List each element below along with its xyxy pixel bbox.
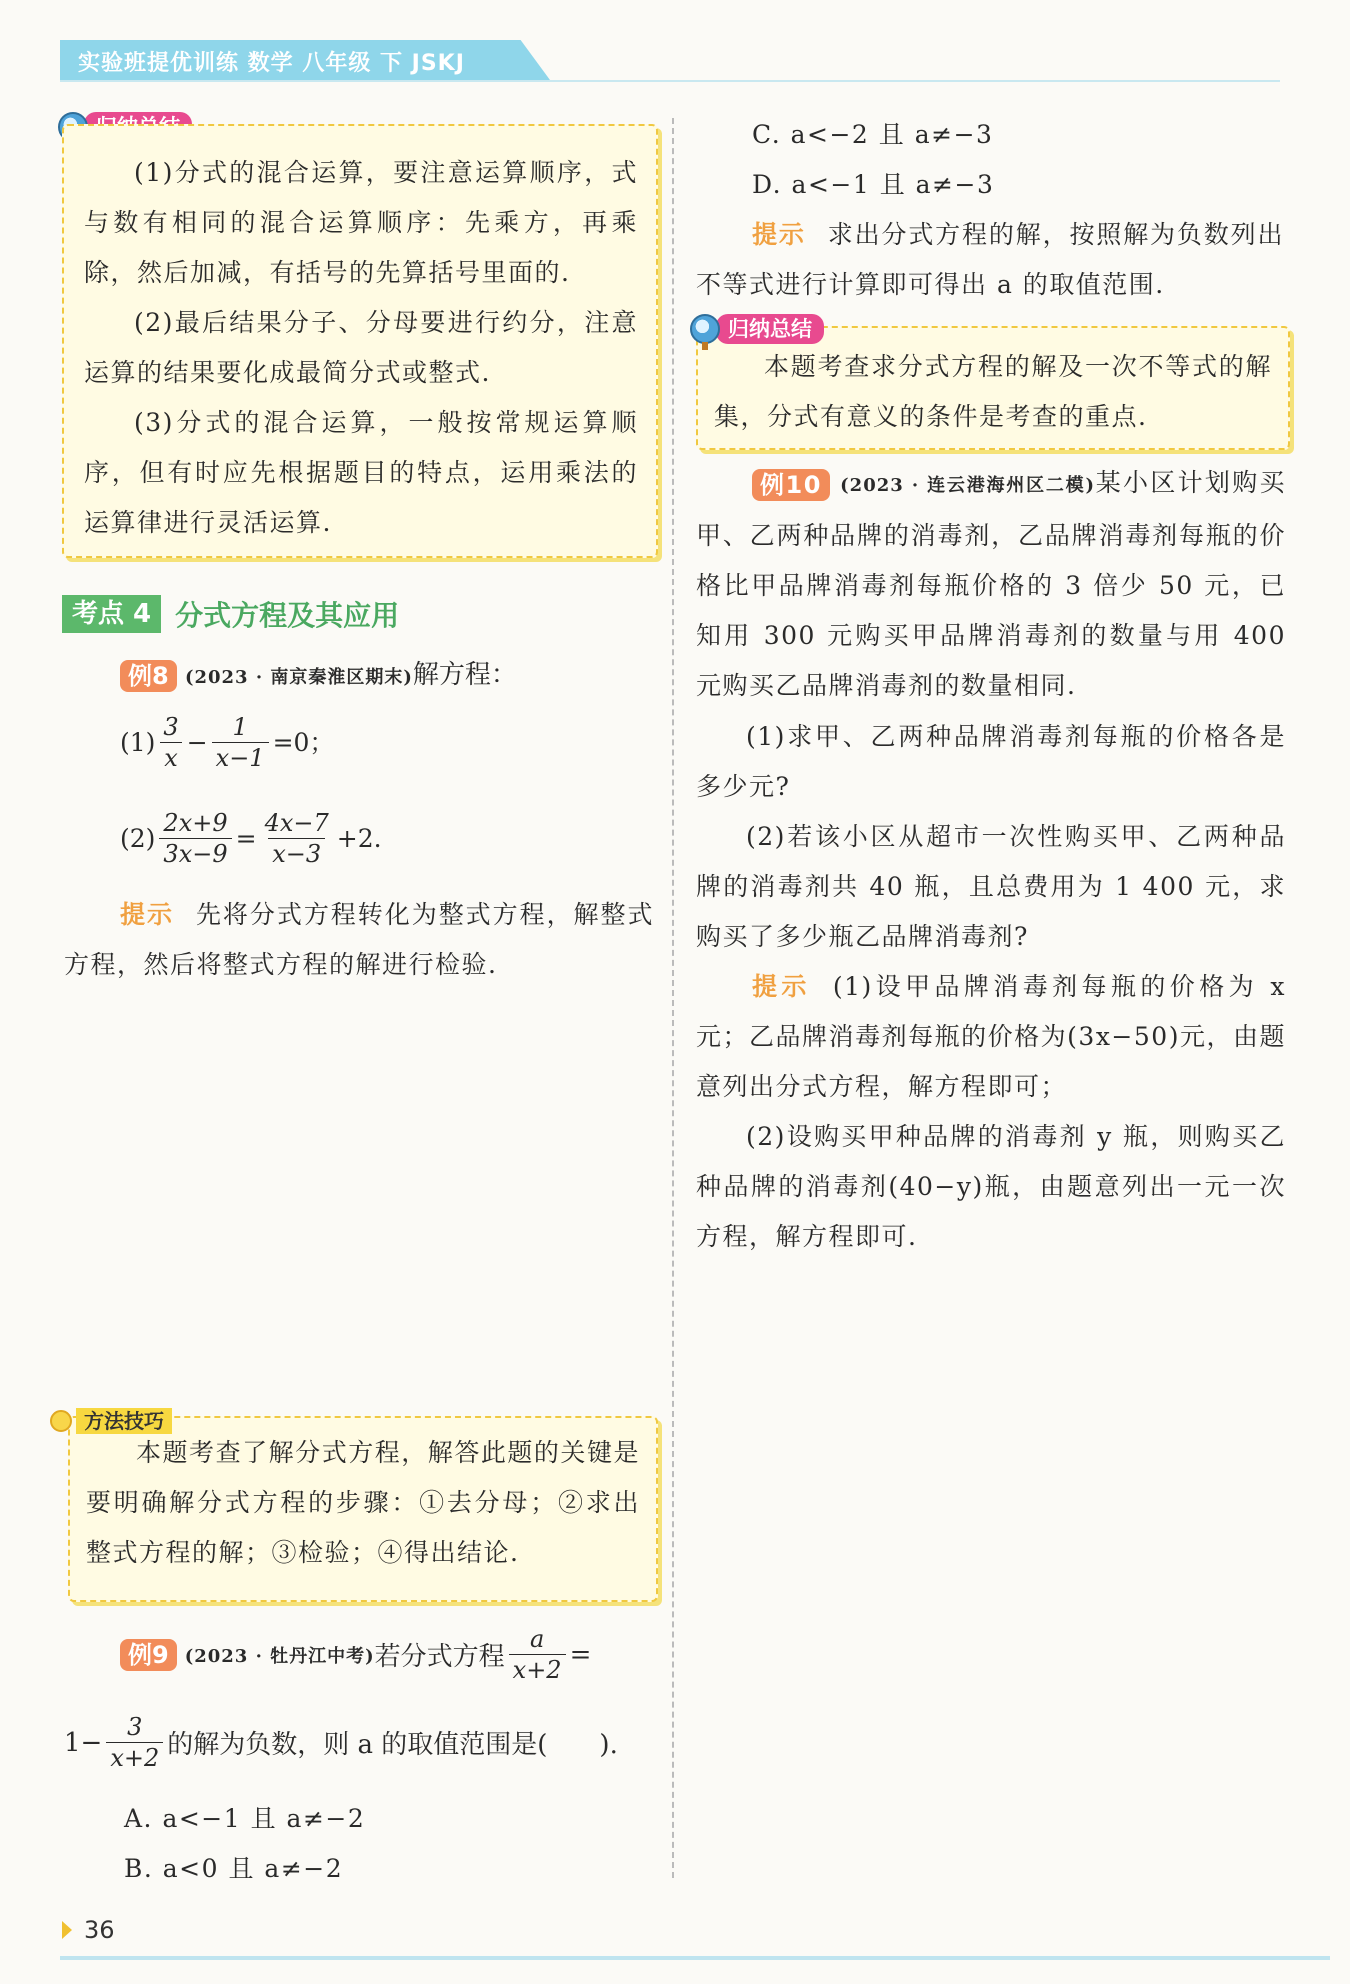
column-divider [672, 118, 674, 1878]
example-9-hint [696, 210, 1284, 310]
summary-box-1 [62, 124, 658, 558]
operator: − [186, 727, 208, 757]
summary-tag-label: 归纳总结 [716, 314, 824, 344]
method-tag [50, 1408, 172, 1434]
operator: = [235, 823, 257, 853]
section-title: 分式方程及其应用 [175, 599, 400, 632]
equation-1 [120, 712, 334, 773]
method-box [68, 1416, 658, 1602]
example-9-text: 若分式方程 [374, 1642, 505, 1672]
equation-2 [120, 808, 382, 869]
summary-paragraph-2: (2)最后结果分子、分母要进行约分，注意运算的结果要化成最简分式或整式. [84, 308, 638, 387]
hint-label: 提示 [752, 972, 811, 1001]
example-10-body [696, 458, 1286, 711]
method-tag-label: 方法技巧 [76, 1408, 172, 1434]
fraction: $\frac{1}{x-1}$ [212, 712, 269, 773]
lightbulb-icon [50, 1410, 72, 1432]
example-10-source: (2023 · 连云港海州区二模) [840, 475, 1095, 496]
method-text: 本题考查了解分式方程，解答此题的关键是要明确解分式方程的步骤：①去分母；②求出整式方程的解；③检验；④得出结论. [86, 1438, 640, 1567]
example-8-hint [64, 890, 654, 990]
summary-paragraph-3: (3)分式的混合运算，一般按常规运算顺序，但有时应先根据题目的特点，运用乘法的运算律进行灵活运算. [84, 408, 638, 537]
footer-rule [60, 1956, 1330, 1960]
example-10-badge: 例10 [752, 469, 830, 501]
example-9-line2 [64, 1712, 654, 1773]
example-9-heading [120, 1624, 660, 1685]
example-9-badge: 例9 [120, 1639, 177, 1671]
page-footer [62, 1916, 115, 1944]
fraction: $\frac{3}{x}$ [159, 712, 182, 773]
hint-text-1: (1)设甲品牌消毒剂每瓶的价格为 x 元；乙品牌消毒剂每瓶的价格为(3x−50)元，由题意列出分式方程，解方程即可； [696, 972, 1286, 1101]
example-8-source: (2023 · 南京秦淮区期末) [184, 667, 413, 688]
option-d: D. a<−1 且 a≠−3 [752, 170, 995, 199]
example-8-text: 解方程： [412, 660, 517, 690]
option-b: B. a<0 且 a≠−2 [124, 1854, 344, 1883]
triangle-icon [62, 1921, 72, 1939]
hint-label: 提示 [752, 220, 806, 249]
equation-1-label: (1) [120, 727, 156, 757]
summary-paragraph-1: (1)分式的混合运算，要注意运算顺序，式与数有相同的混合运算顺序：先乘方，再乘除，然后加减，有括号的先算括号里面的. [84, 158, 638, 287]
operator: = [569, 1639, 592, 1670]
example-9-question: 的解为负数，则 a 的取值范围是( ). [167, 1730, 618, 1760]
page-number: 36 [84, 1916, 115, 1944]
option-c: C. a<−2 且 a≠−3 [752, 120, 994, 149]
example-10-hint-2: (2)设购买甲种品牌的消毒剂 y 瓶，则购买乙种品牌的消毒剂(40−y)瓶，由题意列出一元一次方程，解方程即可. [696, 1122, 1286, 1251]
hint-text: 求出分式方程的解，按照解为负数列出不等式进行计算即可得出 a 的取值范围. [696, 220, 1284, 299]
equation-tail: =0； [272, 727, 335, 757]
book-title: 实验班提优训练 数学 八年级 下 JSKJ [78, 51, 465, 76]
fraction: $\frac{2x+9}{3x-9}$ [159, 808, 231, 869]
example-10-hint [696, 962, 1286, 1112]
summary-2-text: 本题考查求分式方程的解及一次不等式的解集，分式有意义的条件是考查的重点. [714, 352, 1272, 431]
hint-text: 先将分式方程转化为整式方程，解整式方程，然后将整式方程的解进行检验. [64, 900, 654, 979]
equation-2-label: (2) [120, 823, 156, 853]
section-heading [62, 594, 399, 634]
example-8-badge: 例8 [120, 660, 177, 692]
fraction: $\frac{a}{x+2}$ [509, 1624, 566, 1685]
hint-label: 提示 [120, 900, 174, 929]
option-a: A. a<−1 且 a≠−2 [124, 1804, 366, 1833]
example-9-source: (2023 · 牡丹江中考) [184, 1645, 375, 1667]
globe-icon [690, 314, 720, 344]
example-10-question-2: (2)若该小区从超市一次性购买甲、乙两种品牌的消毒剂共 40 瓶，且总费用为 1 400 元，求购买了多少瓶乙品牌消毒剂? [696, 822, 1286, 951]
header-rule [60, 80, 1280, 82]
fraction: $\frac{3}{x+2}$ [106, 1712, 163, 1773]
equation-prefix: 1− [64, 1727, 103, 1758]
example-8-heading [120, 654, 517, 692]
section-badge: 考点 4 [62, 595, 161, 633]
equation-tail: +2. [336, 823, 382, 853]
summary-box-2 [696, 326, 1290, 450]
summary-tag-2 [690, 314, 824, 344]
fraction: $\frac{4x-7}{x-3}$ [264, 809, 329, 868]
example-10-question-1: (1)求甲、乙两种品牌消毒剂每瓶的价格各是多少元? [696, 722, 1286, 801]
example-10-text: 某小区计划购买甲、乙两种品牌的消毒剂，乙品牌消毒剂每瓶的价格比甲品牌消毒剂每瓶价格的 3 倍少 50 元，已知用 300 元购买甲品牌消毒剂的数量与用 400 元购买乙品牌消毒剂的数量相同. [696, 468, 1286, 700]
